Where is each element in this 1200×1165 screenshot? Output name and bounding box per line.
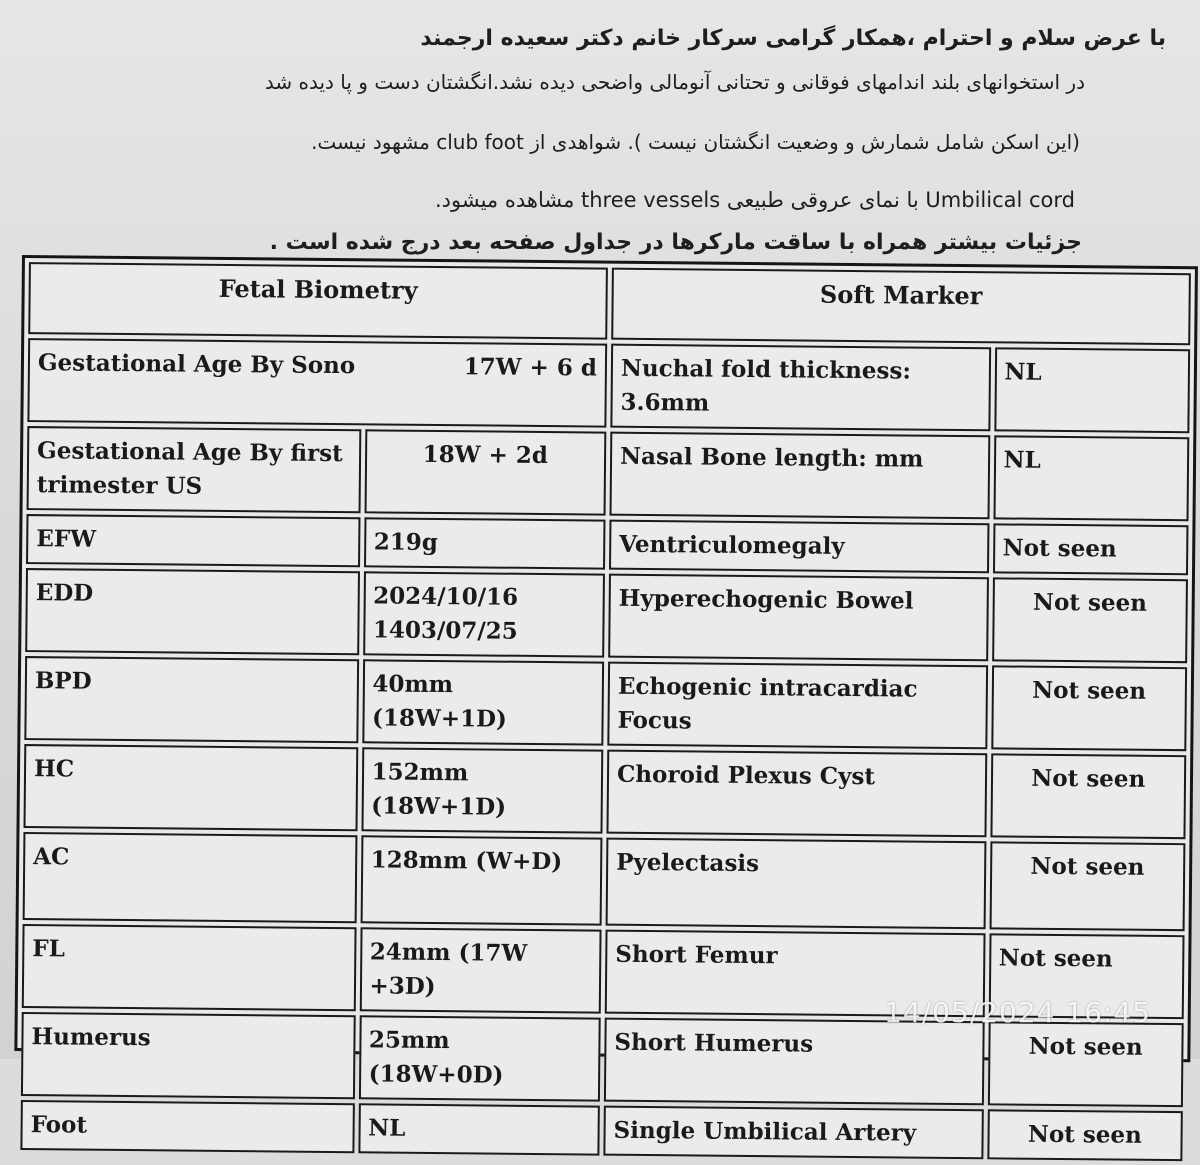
row-cell-ga-sono xyxy=(27,338,607,428)
photo-timestamp: 14/05/2024 16:45 xyxy=(884,996,1151,1029)
marker-result: NL xyxy=(993,435,1189,521)
marker-result: NL xyxy=(994,347,1190,433)
table-row xyxy=(25,568,1188,663)
marker-label: Short Humerus xyxy=(604,1018,984,1106)
biometry-value: 152mm (18W+1D) xyxy=(361,747,603,833)
biometry-value: 18W + 2d xyxy=(364,429,606,515)
biometry-value: 128mm (W+D) xyxy=(360,835,602,925)
biometry-value: NL xyxy=(358,1103,600,1155)
biometry-label: EDD xyxy=(25,568,359,655)
table-row xyxy=(23,744,1186,839)
edd-jalali: 1403/07/25 xyxy=(372,616,518,645)
marker-result: Not seen xyxy=(987,1021,1183,1107)
table-row xyxy=(27,338,1190,433)
biometry-label: FL xyxy=(22,924,356,1011)
marker-result: Not seen xyxy=(990,753,1186,839)
table-header-row xyxy=(28,262,1191,345)
biometry-value: 40mm (18W+1D) xyxy=(362,659,604,745)
report-line-umbilical: Umbilical cord با نمای عروقی طبیعی three vessels مشاهده میشود. xyxy=(434,188,1075,212)
biometry-value: 219g xyxy=(364,517,606,569)
marker-label: Pyelectasis xyxy=(606,838,986,930)
biometry-label: Humerus xyxy=(21,1012,355,1099)
marker-result: Not seen xyxy=(992,523,1188,575)
marker-result: Not seen xyxy=(987,1109,1183,1161)
biometry-value xyxy=(363,571,605,657)
biometry-value: 17W + 6 d xyxy=(463,353,598,382)
marker-label: Nuchal fold thickness: 3.6mm xyxy=(610,344,990,432)
biometry-value: 25mm (18W+0D) xyxy=(358,1015,600,1101)
header-fetal-biometry: Fetal Biometry xyxy=(28,262,608,340)
marker-label: Short Femur xyxy=(605,930,985,1018)
marker-label: Single Umbilical Artery xyxy=(603,1106,983,1160)
table-row xyxy=(27,426,1190,521)
marker-label: Nasal Bone length: mm xyxy=(610,432,990,520)
biometry-label: Gestational Age By first trimester US xyxy=(27,426,361,513)
marker-result: Not seen xyxy=(988,933,1184,1019)
biometry-label: Gestational Age By Sono xyxy=(37,349,356,380)
biometry-value: 24mm (17W +3D) xyxy=(359,927,601,1013)
report-line-clubfoot: (این اسکن شامل شمارش و وضعیت انگشتان نیست ). شواهدی از club foot مشهود نیست. xyxy=(311,130,1080,154)
table-row xyxy=(26,514,1188,575)
biometry-label: AC xyxy=(23,832,357,923)
table-row xyxy=(24,656,1187,751)
greeting-line: با عرض سلام و احترام ،همکار گرامی سرکار خانم دکتر سعیده ارجمند xyxy=(420,26,1166,51)
marker-label: Choroid Plexus Cyst xyxy=(606,750,986,838)
biometry-label: BPD xyxy=(24,656,358,743)
header-soft-marker: Soft Marker xyxy=(611,268,1191,346)
marker-label: Hyperechogenic Bowel xyxy=(608,574,988,662)
report-line-details: جزئیات بیشتر همراه با ساقت مارکرها در جداول صفحه بعد درج شده است . xyxy=(269,230,1082,255)
table-row xyxy=(20,1100,1182,1161)
marker-result: Not seen xyxy=(989,841,1185,931)
biometry-label: EFW xyxy=(26,514,360,567)
marker-result: Not seen xyxy=(991,665,1187,751)
biometry-label: Foot xyxy=(20,1100,354,1153)
report-line-bones: در استخوانهای بلند اندامهای فوقانی و تحتانی آنومالی واضحی دیده نشد.انگشتان دست و پا دیده شد xyxy=(264,70,1085,94)
marker-label: Echogenic intracardiac Focus xyxy=(607,662,987,750)
biometry-table-frame xyxy=(14,255,1198,1149)
biometry-label: HC xyxy=(23,744,357,831)
marker-result: Not seen xyxy=(992,577,1188,663)
table-row xyxy=(23,832,1186,931)
marker-label: Ventriculomegaly xyxy=(609,520,989,574)
edd-gregorian: 2024/10/16 xyxy=(373,582,519,611)
